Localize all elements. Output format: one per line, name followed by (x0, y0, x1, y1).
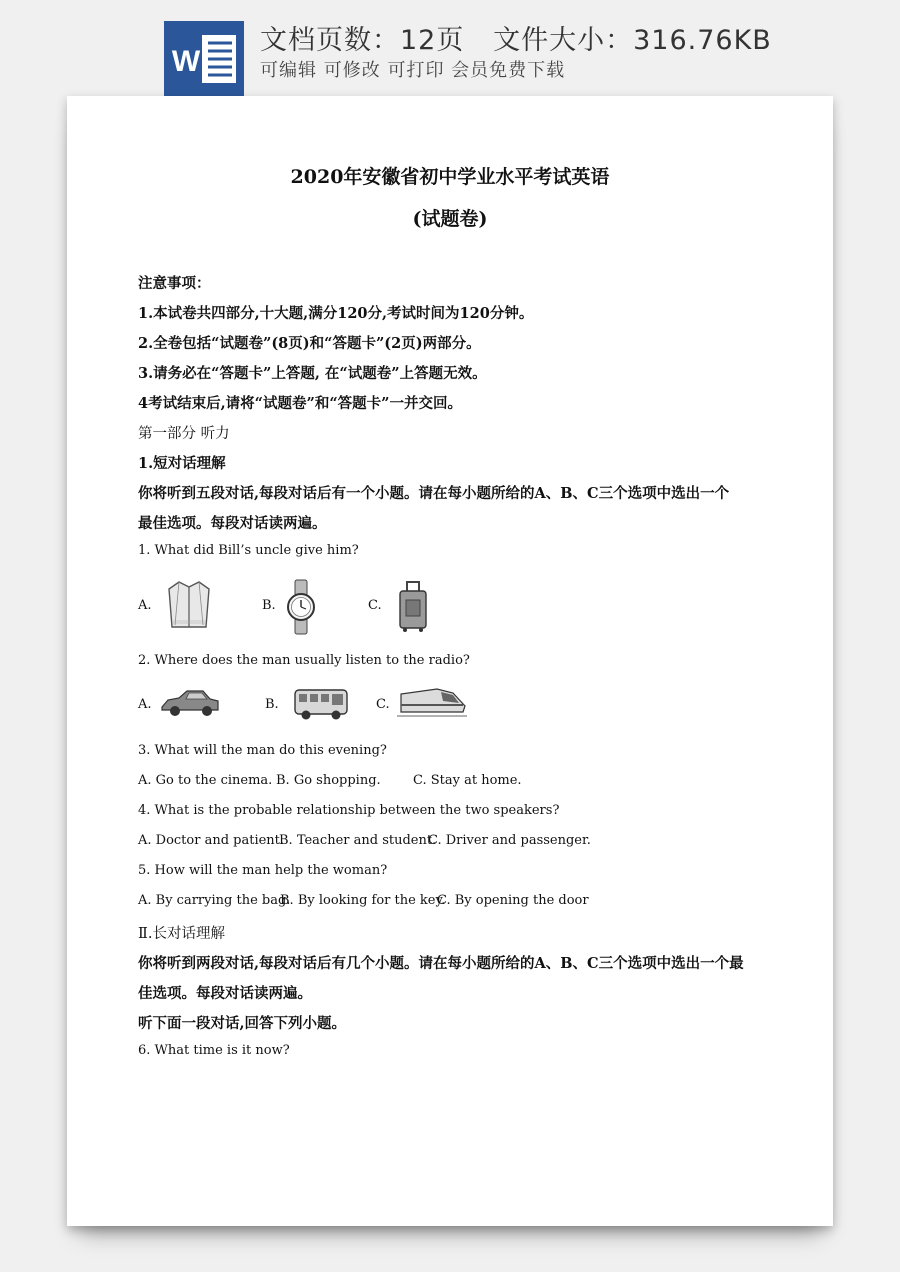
q3-option-c: C. Stay at home. (413, 773, 522, 788)
q4-option-b: B. Teacher and student. (279, 833, 437, 848)
q5-option-b: B. By looking for the key. (280, 893, 446, 908)
part1-heading: 第一部分 听力 (138, 426, 230, 442)
q3-option-a: A. Go to the cinema. (138, 773, 273, 788)
suitcase-image (397, 580, 429, 632)
question-4: 4. What is the probable relationship between the two speakers? (138, 803, 560, 818)
question-2: 2. Where does the man usually listen to the radio? (138, 653, 470, 668)
q3-option-b: B. Go shopping. (276, 773, 381, 788)
section1-title: 1.短对话理解 (138, 455, 226, 472)
notice-1: 1.本试卷共四部分,十大题,满分120分,考试时间为120分钟。 (138, 305, 534, 322)
q5-option-a: A. By carrying the bag. (138, 893, 291, 908)
q5-option-c: C. By opening the door (437, 893, 589, 908)
doc-title: 2020年安徽省初中学业水平考试英语 (290, 166, 610, 188)
section2-instruction-line2: 佳选项。每段对话读两遍。 (138, 985, 312, 1002)
doc-subtitle: (试题卷) (412, 208, 488, 230)
car-image (159, 687, 221, 719)
word-icon-letter: W (171, 45, 201, 78)
q1-option-a-label: A. (138, 598, 152, 613)
document-meta-features: 可编辑 可修改 可打印 会员免费下载 (260, 60, 566, 81)
word-icon (164, 21, 244, 96)
q4-option-a: A. Doctor and patient. (138, 833, 285, 848)
notice-4: 4考试结束后,请将“试题卷”和“答题卡”一并交回。 (138, 395, 462, 412)
q1-option-b-label: B. (262, 598, 276, 613)
q1-option-c-label: C. (368, 598, 382, 613)
q4-option-c: C. Driver and passenger. (428, 833, 591, 848)
q2-option-c-label: C. (376, 697, 390, 712)
section2-title: Ⅱ.长对话理解 (138, 926, 225, 942)
watch-image (285, 579, 317, 635)
question-5: 5. How will the man help the woman? (138, 863, 388, 878)
train-image (397, 684, 467, 720)
q2-option-a-label: A. (138, 697, 152, 712)
document-info-header (0, 0, 900, 100)
question-3: 3. What will the man do this evening? (138, 743, 387, 758)
section1-instruction-line1: 你将听到五段对话,每段对话后有一个小题。请在每小题所给的A、B、C三个选项中选出一个 (138, 485, 730, 502)
document-page (67, 96, 833, 1226)
notice-heading: 注意事项： (138, 275, 211, 292)
jacket-image (167, 579, 211, 631)
section1-instruction-line2: 最佳选项。每段对话读两遍。 (138, 515, 327, 532)
section2-listen-instruction: 听下面一段对话,回答下列小题。 (138, 1015, 347, 1032)
q2-option-b-label: B. (265, 697, 279, 712)
question-6: 6. What time is it now? (138, 1043, 290, 1058)
question-1: 1. What did Bill’s uncle give him? (138, 543, 359, 558)
bus-image (293, 687, 349, 721)
document-meta-pages-size: 文档页数：12页 文件大小：316.76KB (260, 25, 772, 56)
notice-2: 2.全卷包括“试题卷”(8页)和“答题卡”(2页)两部分。 (138, 335, 481, 352)
section2-instruction-line1: 你将听到两段对话,每段对话后有几个小题。请在每小题所给的A、B、C三个选项中选出一个最 (138, 955, 744, 972)
notice-3: 3.请务必在“答题卡”上答题, 在“试题卷”上答题无效。 (138, 365, 487, 382)
